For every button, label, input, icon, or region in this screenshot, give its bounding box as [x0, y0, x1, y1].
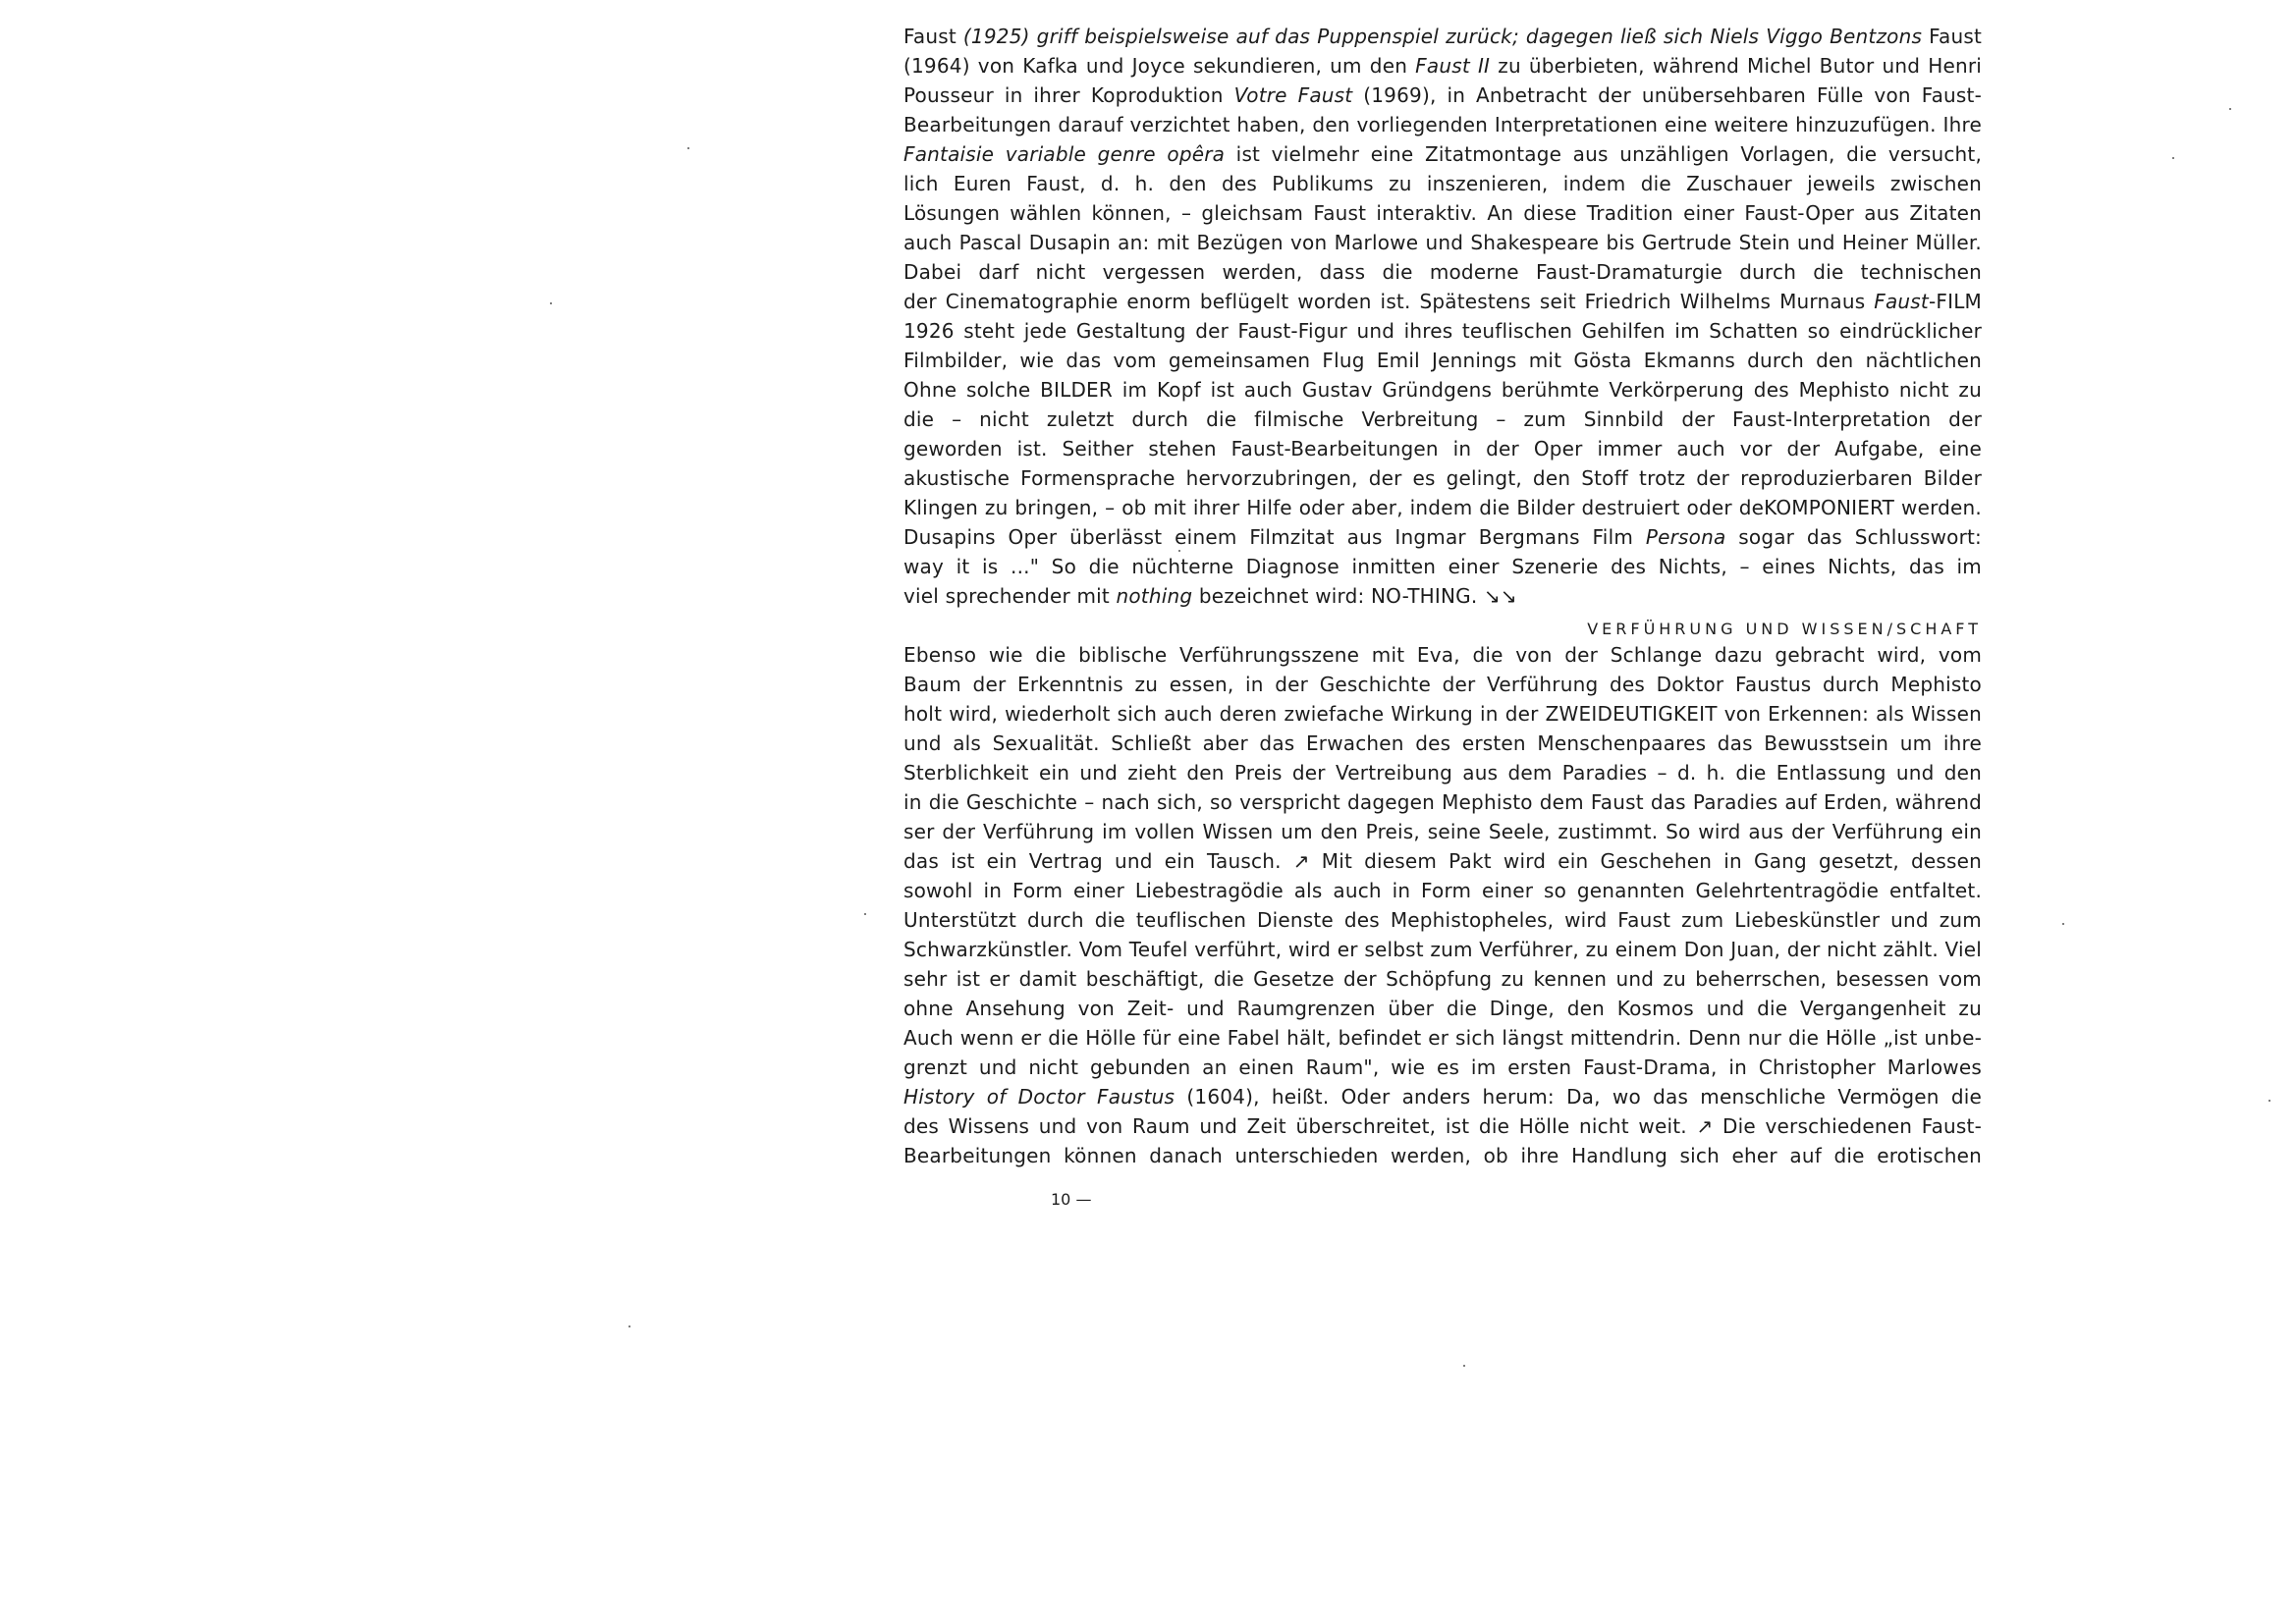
text-run: des Wissens und von Raum und Zeit überschreitet, ist die Hölle nicht weit. ↗ Die verschiedenen Faust-: [903, 1114, 1982, 1138]
text-line: [903, 935, 1982, 964]
text-run: auch Pascal Dusapin an: mit Bezügen von Marlowe und Shakespeare bis Gertrude Stein und Heiner Müller.: [903, 231, 1982, 254]
text-run: (1964) von Kafka und Joyce sekundieren, um den: [903, 54, 1416, 78]
text-run: sowohl in Form einer Liebestragödie als auch in Form einer so genannten Gelehrtentragödie entfaltet.: [903, 879, 1982, 902]
text-line: [903, 434, 1982, 463]
paragraph-faust-adaptations: [903, 22, 1982, 611]
text-run: Dabei darf nicht vergessen werden, dass die moderne Faust-Dramaturgie durch die technischen: [903, 260, 1982, 284]
text-run: holt wird, wiederholt sich auch deren zwiefache Wirkung in der ZWEIDEUTIGKEIT von Erkennen: als Wissen: [903, 702, 1982, 726]
text-run: way it is ..." So die nüchterne Diagnose inmitten einer Szenerie des Nichts, – eines Nichts, das im: [903, 555, 1982, 578]
text-line: [903, 1141, 1982, 1170]
text-run: Bearbeitungen darauf verzichtet haben, den vorliegenden Interpretationen eine weitere hinzuzufügen. Ihre: [903, 113, 1982, 136]
text-line: [903, 994, 1982, 1023]
italic-title: Votre Faust: [1233, 83, 1353, 107]
text-line: [903, 522, 1982, 552]
text-run: die – nicht zuletzt durch die filmische Verbreitung – zum Sinnbild der Faust-Interpretation der: [903, 407, 1982, 431]
text-run: bezeichnet wird: NO-THING. ↘↘: [1192, 584, 1517, 608]
text-run: ohne Ansehung von Zeit- und Raumgrenzen über die Dinge, den Kosmos und die Vergangenheit zu: [903, 997, 1982, 1020]
text-line: [903, 81, 1982, 110]
text-line: [903, 287, 1982, 316]
text-run: (1969), in Anbetracht der unübersehbaren Fülle von Faust-: [1352, 83, 1982, 107]
text-run: Schwarzkünstler. Vom Teufel verführt, wird er selbst zum Verführer, zu einem Don Juan, der nicht zählt. Viel: [903, 938, 1982, 961]
scan-speck: [1463, 1365, 1465, 1367]
text-line: [903, 493, 1982, 522]
text-line: [903, 169, 1982, 198]
text-run: Faust: [1929, 25, 1982, 48]
section-heading: VERFÜHRUNG UND WISSEN/SCHAFT: [1587, 620, 1982, 638]
text-line: [903, 699, 1982, 729]
scan-speck: [629, 1325, 630, 1327]
scan-speck: [550, 302, 552, 304]
text-run: Ebenso wie die biblische Verführungsszene mit Eva, die von der Schlange dazu gebracht wird, vom: [903, 643, 1982, 667]
text-line: [903, 405, 1982, 434]
text-line: [903, 552, 1982, 581]
text-run: Bearbeitungen können danach unterschieden werden, ob ihre Handlung sich eher auf die erotischen: [903, 1144, 1982, 1167]
text-run: Baum der Erkenntnis zu essen, in der Geschichte der Verführung des Doktor Faustus durch Mephisto: [903, 673, 1982, 696]
text-line: [903, 375, 1982, 405]
text-run: lich Euren Faust, d. h. den des Publikums zu inszenieren, indem die Zuschauer jeweils zwischen: [903, 172, 1982, 195]
text-run: Pousseur in ihrer Koproduktion: [903, 83, 1234, 107]
text-run: Unterstützt durch die teuflischen Dienste des Mephistopheles, wird Faust zum Liebeskünstler und zum: [903, 908, 1982, 932]
text-run: sehr ist er damit beschäftigt, die Gesetze der Schöpfung zu kennen und zu beherrschen, besessen vom: [903, 967, 1982, 991]
italic-title: Fantaisie variable genre opêra: [903, 142, 1226, 166]
text-run: das ist ein Vertrag und ein Tausch. ↗ Mit diesem Pakt wird ein Geschehen in Gang gesetzt, dessen: [903, 849, 1982, 873]
text-line: [903, 316, 1982, 346]
text-column: [903, 22, 1982, 1170]
text-run: Filmbilder, wie das vom gemeinsamen Flug Emil Jennings mit Gösta Ekmanns durch den nächtlichen: [903, 349, 1982, 372]
text-run: ist vielmehr eine Zitatmontage aus unzähligen Vorlagen, die versucht,: [1235, 142, 1982, 166]
text-line: [903, 640, 1982, 670]
paragraph-seduction-knowledge: [903, 640, 1982, 1170]
italic-title: (1925) griff beispielsweise auf das Puppenspiel zurück; dagegen ließ sich Niels Viggo Bentzons: [956, 25, 1930, 48]
text-line: [903, 846, 1982, 876]
text-line: [903, 463, 1982, 493]
text-run: Sterblichkeit ein und zieht den Preis der Vertreibung aus dem Paradies – d. h. die Entlassung und den: [903, 761, 1982, 784]
italic-title: Persona: [1645, 525, 1726, 549]
page-number: 10 —: [1051, 1190, 1092, 1209]
text-run: viel sprechender mit: [903, 584, 1117, 608]
italic-title: Faust II: [1415, 54, 1491, 78]
text-line: [903, 581, 1982, 611]
text-line: [903, 964, 1982, 994]
scan-speck: [1178, 550, 1180, 552]
italic-title: nothing: [1116, 584, 1193, 608]
text-run: akustische Formensprache hervorzubringen, der es gelingt, den Stoff trotz der reproduzierbaren Bilder: [903, 466, 1982, 490]
text-run: der Cinematographie enorm beflügelt worden ist. Spätestens seit Friedrich Wilhelms Murnaus: [903, 290, 1875, 313]
text-line: [903, 346, 1982, 375]
text-run: Faust: [903, 25, 957, 48]
text-run: Lösungen wählen können, – gleichsam Faust interaktiv. An diese Tradition einer Faust-Oper aus Zitaten: [903, 201, 1982, 225]
text-line: [903, 51, 1982, 81]
text-run: und als Sexualität. Schließt aber das Erwachen des ersten Menschenpaares das Bewusstsein um ihre: [903, 731, 1982, 755]
text-run: Dusapins Oper überlässt einem Filmzitat aus Ingmar Bergmans Film: [903, 525, 1646, 549]
italic-title: History of Doctor Faustus: [903, 1085, 1175, 1109]
text-run: zu überbieten, während Michel Butor und Henri: [1490, 54, 1982, 78]
text-line: [903, 1023, 1982, 1053]
scan-speck: [2062, 923, 2064, 925]
text-line: [903, 110, 1982, 139]
text-run: sogar das Schlusswort:: [1738, 525, 1982, 549]
scan-speck: [2172, 157, 2174, 159]
scan-speck: [2229, 108, 2231, 110]
text-line: [903, 817, 1982, 846]
text-line: [903, 1053, 1982, 1082]
text-line: [903, 905, 1982, 935]
text-line: [903, 1082, 1982, 1111]
text-line: [903, 139, 1982, 169]
text-run: Klingen zu bringen, – ob mit ihrer Hilfe oder aber, indem die Bilder destruiert oder deKOMPONIERT werden.: [903, 496, 1982, 519]
scan-speck: [2269, 1100, 2270, 1102]
text-line: [903, 1111, 1982, 1141]
text-line: [903, 257, 1982, 287]
text-run: 1926 steht jede Gestaltung der Faust-Figur und ihres teuflischen Gehilfen im Schatten so eindrücklicher: [903, 319, 1982, 343]
text-run: grenzt und nicht gebunden an einen Raum", wie es im ersten Faust-Drama, in Christopher Marlowes: [903, 1055, 1982, 1079]
text-run: Ohne solche BILDER im Kopf ist auch Gustav Gründgens berühmte Verkörperung des Mephisto nicht zu: [903, 378, 1982, 402]
text-line: [903, 758, 1982, 787]
italic-title: Faust: [1874, 290, 1929, 313]
text-line: [903, 22, 1982, 51]
text-line: [903, 876, 1982, 905]
text-line: [903, 228, 1982, 257]
text-run: (1604), heißt. Oder anders herum: Da, wo das menschliche Vermögen die: [1186, 1085, 1982, 1109]
scan-speck: [687, 147, 689, 149]
text-run: in die Geschichte – nach sich, so verspricht dagegen Mephisto dem Faust das Paradies auf Erden, während: [903, 790, 1982, 814]
text-line: [903, 198, 1982, 228]
text-line: [903, 729, 1982, 758]
scan-speck: [864, 913, 866, 915]
text-run: -FILM: [1928, 290, 1982, 313]
text-run: geworden ist. Seither stehen Faust-Bearbeitungen in der Oper immer auch vor der Aufgabe, eine: [903, 437, 1982, 460]
text-line: [903, 670, 1982, 699]
text-line: [903, 787, 1982, 817]
text-run: Auch wenn er die Hölle für eine Fabel hält, befindet er sich längst mittendrin. Denn nur die Hölle „ist unbe-: [903, 1026, 1982, 1050]
text-run: ser der Verführung im vollen Wissen um den Preis, seine Seele, zustimmt. So wird aus der Verführung ein: [903, 820, 1982, 843]
